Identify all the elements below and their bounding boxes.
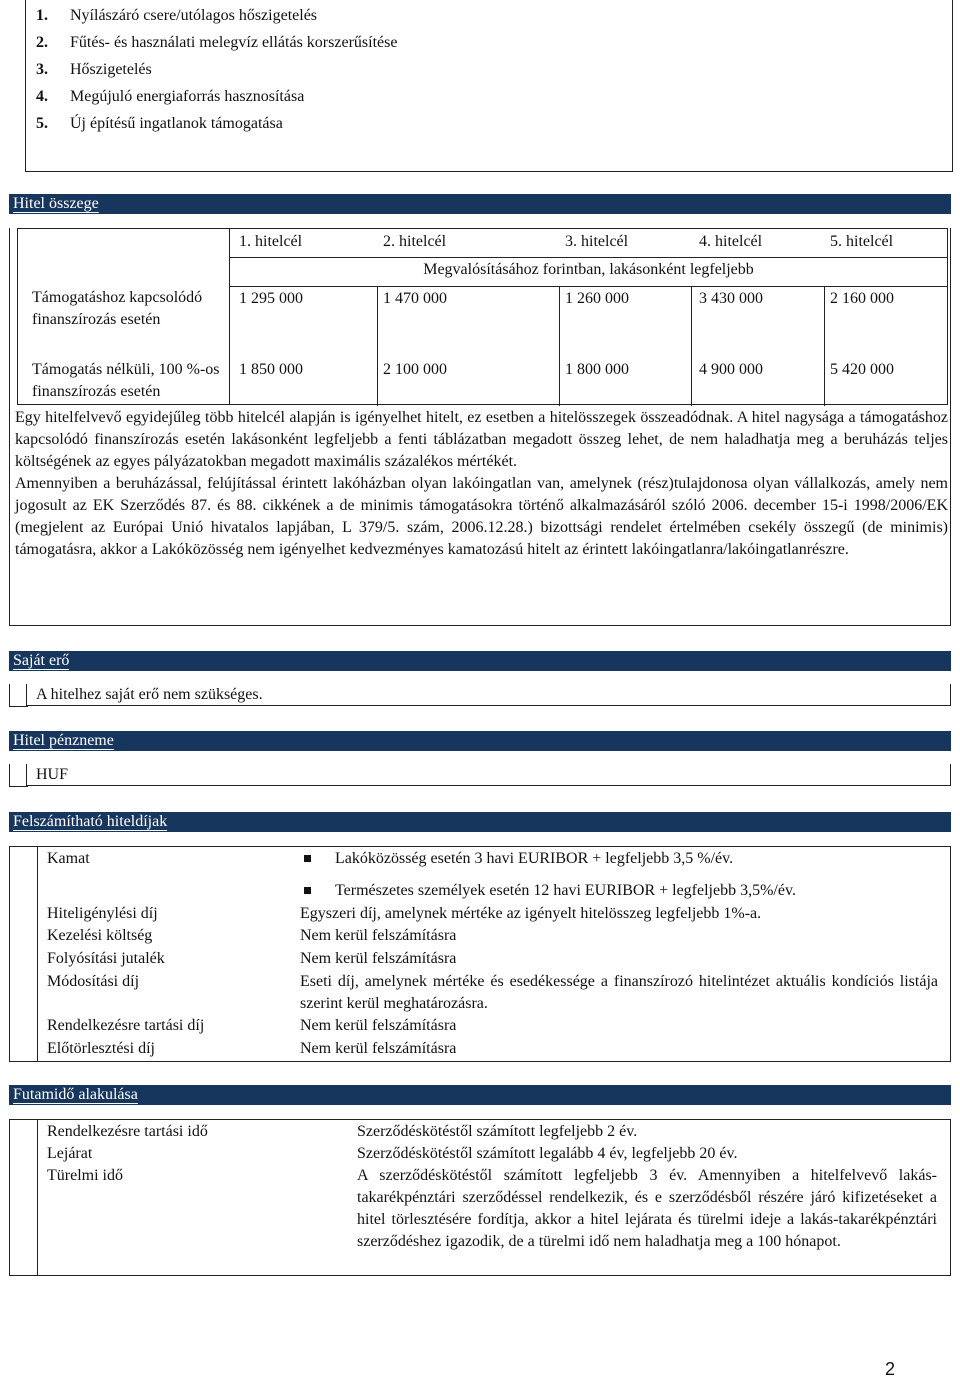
fee-label: Hiteligénylési díj [47,905,158,922]
list-item: Természetes személyek esetén 12 havi EURIBOR + legfeljebb 3,5%/év. [304,880,796,902]
table-cell: 2 160 000 [830,290,894,307]
futamido-value: Szerződéskötéstől számított legalább 4 év, legfeljebb 20 év. [357,1145,738,1162]
table-cell: 3 430 000 [699,290,763,307]
section-heading-sajat-ero: Saját erő [9,651,951,671]
fee-value: Eseti díj, amelynek mértéke és esedékessége a finanszírozó hitelintézet aktuális kondíciós listája szerint kerül meghatározásra. [300,973,938,1012]
list-item: 3. Hőszigetelés [36,61,152,78]
fee-label: Folyósítási jutalék [47,950,165,967]
section-heading-hitel-penzneme: Hitel pénzneme [9,731,951,751]
bullet-icon [304,887,311,894]
table-cell: 1 800 000 [565,361,629,378]
table-cell: 1 295 000 [239,290,303,307]
futamido-label: Rendelkezésre tartási idő [47,1123,208,1140]
amount-note-paragraph: Egy hitelfelvevő egyidejűleg több hitelcél alapján is igényelhet hitelt, ez esetben a hitelösszegek összeadódnak. A hitel nagysága a támogatáshoz kapcsolódó finanszírozás esetén lakásonként legfeljebb a fenti táblázatban megadott összeg lehet, de nem haladhatja meg a beruházás teljes költségének az egyes pályázatokban megadott maximális százalékos mértékét. [15,409,948,470]
table-cell: 1 470 000 [383,290,447,307]
page-number: 2 [885,1359,896,1379]
table-cell: 1 260 000 [565,290,629,307]
bullet-icon [304,855,311,862]
fee-value: Nem kerül felszámításra [300,1017,457,1034]
amount-table [229,228,948,405]
table-cell: 2 100 000 [383,361,447,378]
fees-table [9,846,951,1062]
fee-value: Egyszeri díj, amelynek mértéke az igényelt hitelösszeg legfeljebb 1%-a. [300,905,762,922]
fee-value: Nem kerül felszámításra [300,950,457,967]
list-item: 5. Új építésű ingatlanok támogatása [36,115,283,132]
amount-notes [15,407,948,561]
fee-label: Kezelési költség [47,927,153,944]
table-cell: 4 900 000 [699,361,763,378]
fee-label: Előtörlesztési díj [47,1040,155,1057]
sajat-ero-text: A hitelhez saját erő nem szükséges. [36,686,263,703]
table-divider [691,286,692,406]
fee-label: Rendelkezésre tartási díj [47,1017,205,1034]
section-heading-futamido: Futamidő alakulása [9,1085,951,1105]
column-header: 5. hitelcél [830,233,894,250]
penznem-box [26,764,951,786]
fee-label: Módosítási díj [47,973,140,990]
table-divider [559,286,560,406]
sajat-ero-box [26,684,951,706]
fee-label-kamat: Kamat [47,850,90,867]
loan-goals-box [25,0,953,172]
table-divider [37,847,38,1062]
loan-goals-list [36,5,397,140]
section-heading-hitel-osszege: Hitel összege [9,194,951,214]
fee-value: Nem kerül felszámításra [300,927,457,944]
list-item: 1. Nyílászáró csere/utólagos hőszigetelés [36,7,318,24]
futamido-label: Lejárat [47,1145,93,1162]
list-item: 4. Megújuló energiaforrás hasznosítása [36,88,305,105]
fee-value: Nem kerül felszámításra [300,1040,457,1057]
row-label-supported: Támogatáshoz kapcsolódó finanszírozás esetén [32,289,203,328]
row-label-unsupported: Támogatás nélküli, 100 %-os finanszírozás esetén [32,361,220,400]
penznem-text: HUF [36,766,69,783]
table-divider [229,257,948,258]
table-divider [229,286,948,287]
column-header: 2. hitelcél [383,233,447,250]
futamido-value: A szerződéskötéstől számított legfeljebb 3 év. Amennyiben a hitelfelvevő lakás-takarékpénztári szerződéssel rendelkezik, és e szerződésből részére járó kifizetéseket a hitel törlesztésére fordítja, akkor a hitel lejárata és türelmi ideje a lakás-takarékpénztári szerződéshez igazodik, de a türelmi idő nem haladhatja meg a 100 hónapot. [357,1167,937,1250]
list-item: Lakóközösség esetén 3 havi EURIBOR + legfeljebb 3,5 %/év. [304,848,733,870]
table-cell: 5 420 000 [830,361,894,378]
table-divider [37,1120,38,1276]
loan-amount-box [9,228,951,626]
futamido-label: Türelmi idő [47,1167,123,1184]
column-header: 4. hitelcél [699,233,763,250]
amount-note-paragraph: Amennyiben a beruházással, felújítással érintett lakóházban olyan lakóingatlan van, amelynek (rész)tulajdonosa olyan vállalkozás, amely nem jogosult az EK Szerződés 87. és 88. cikkének a de minimis támogatásokra történő alkalmazásáról szóló 2006. december 15-i 1998/2006/EK (megjelent az Európai Unió hivatalos lapjában, L 379/5. szám, 2006.12.28.) bizottsági rendelet értelmében csekély összegű (de minimis) támogatásra, akkor a Lakóközösség nem igényelhet kedvezményes kamatozású hitelt az érintett lakóingatlanra/lakóingatlanrészre. [15,475,948,558]
list-item: 2. Fűtés- és használati melegvíz ellátás korszerűsítése [36,34,398,51]
column-header: 3. hitelcél [565,233,629,250]
table-cell: 1 850 000 [239,361,303,378]
amount-row-labels [17,228,230,405]
table-subheader: Megvalósításához forintban, lakásonként legfeljebb [423,261,754,278]
column-header: 1. hitelcél [239,233,303,250]
futamido-table [9,1119,951,1276]
futamido-value: Szerződéskötéstől számított legfeljebb 2 év. [357,1123,638,1140]
table-divider [377,286,378,406]
table-divider [824,286,825,406]
section-heading-hiteldijak: Felszámítható hiteldíjak [9,812,951,832]
